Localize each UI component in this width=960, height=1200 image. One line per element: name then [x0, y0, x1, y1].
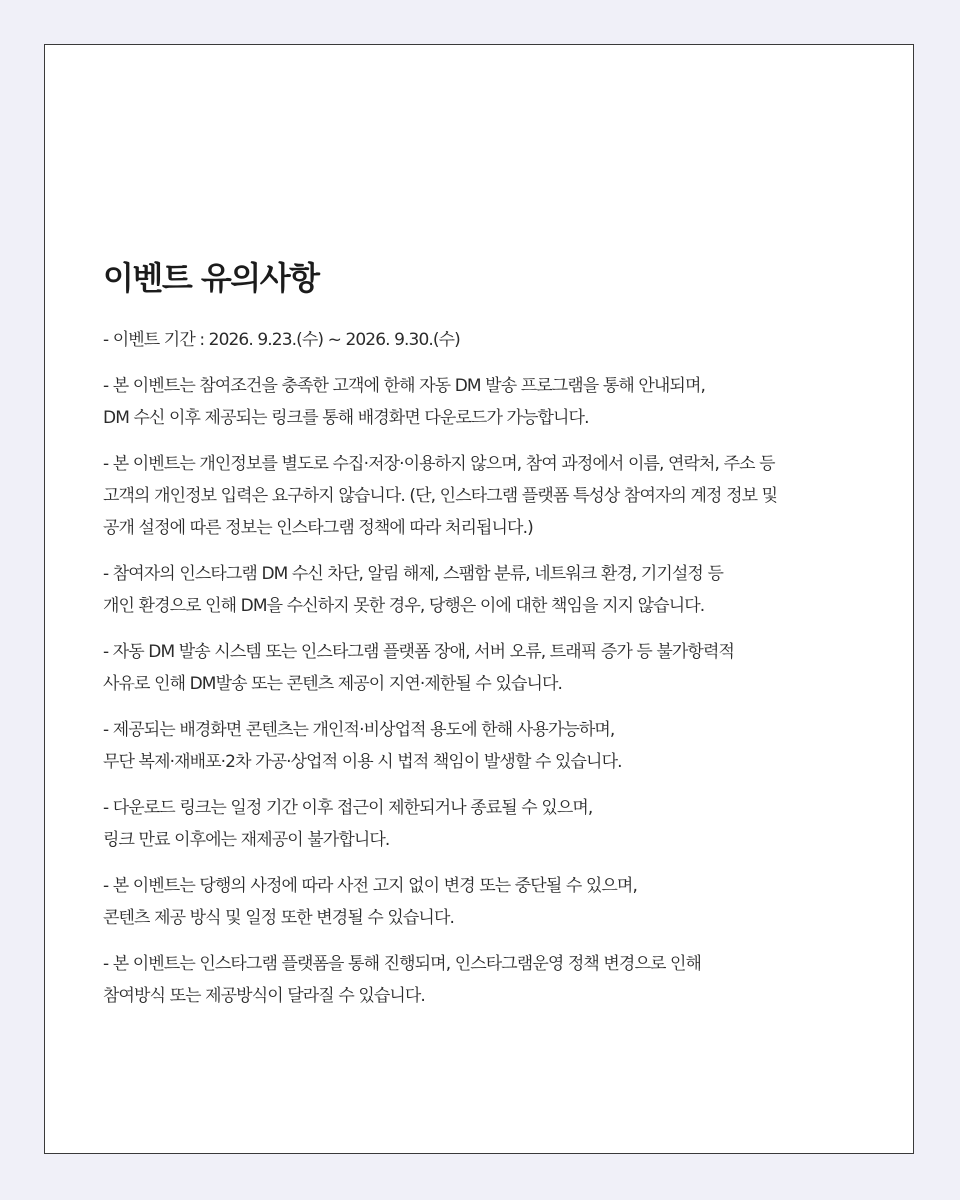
notice-item: [103, 558, 903, 622]
notice-list: [103, 324, 903, 1026]
page-title: 이벤트 유의사항: [103, 259, 319, 297]
notice-item: [103, 714, 903, 778]
notice-line: - 이벤트 기간 : 2026. 9.23.(수) ~ 2026. 9.30.(수): [103, 330, 460, 350]
notice-line: - 본 이벤트는 개인정보를 별도로 수집·저장·이용하지 않으며, 참여 과정에서 이름, 연락처, 주소 등: [103, 454, 775, 474]
notice-line: 링크 만료 이후에는 재제공이 불가합니다.: [103, 830, 390, 850]
notice-line: 참여방식 또는 제공방식이 달라질 수 있습니다.: [103, 986, 425, 1006]
notice-line: 콘텐츠 제공 방식 및 일정 또한 변경될 수 있습니다.: [103, 908, 454, 928]
notice-line: - 참여자의 인스타그램 DM 수신 차단, 알림 해제, 스팸함 분류, 네트워크 환경, 기기설정 등: [103, 564, 723, 584]
notice-item: [103, 636, 903, 700]
notice-line: - 본 이벤트는 참여조건을 충족한 고객에 한해 자동 DM 발송 프로그램을 통해 안내되며,: [103, 376, 705, 396]
notice-line: - 다운로드 링크는 일정 기간 이후 접근이 제한되거나 종료될 수 있으며,: [103, 798, 593, 818]
notice-line: 개인 환경으로 인해 DM을 수신하지 못한 경우, 당행은 이에 대한 책임을 지지 않습니다.: [103, 596, 705, 616]
notice-line: - 본 이벤트는 인스타그램 플랫폼을 통해 진행되며, 인스타그램운영 정책 변경으로 인해: [103, 954, 702, 974]
notice-item: [103, 324, 903, 356]
notice-item: [103, 948, 903, 1012]
notice-item: [103, 792, 903, 856]
notice-line: 고객의 개인정보 입력은 요구하지 않습니다. (단, 인스타그램 플랫폼 특성상 참여자의 계정 정보 및: [103, 486, 778, 506]
notice-item: [103, 870, 903, 934]
notice-card: [44, 44, 914, 1154]
notice-line: DM 수신 이후 제공되는 링크를 통해 배경화면 다운로드가 가능합니다.: [103, 408, 589, 428]
notice-line: 무단 복제·재배포·2차 가공·상업적 이용 시 법적 책임이 발생할 수 있습니다.: [103, 752, 622, 772]
notice-line: - 본 이벤트는 당행의 사정에 따라 사전 고지 없이 변경 또는 중단될 수 있으며,: [103, 876, 637, 896]
notice-line: - 제공되는 배경화면 콘텐츠는 개인적·비상업적 용도에 한해 사용가능하며,: [103, 720, 615, 740]
notice-line: 사유로 인해 DM발송 또는 콘텐츠 제공이 지연·제한될 수 있습니다.: [103, 674, 563, 694]
notice-item: [103, 370, 903, 434]
notice-item: [103, 448, 903, 544]
notice-line: 공개 설정에 따른 정보는 인스타그램 정책에 따라 처리됩니다.): [103, 518, 533, 538]
notice-line: - 자동 DM 발송 시스템 또는 인스타그램 플랫폼 장애, 서버 오류, 트래픽 증가 등 불가항력적: [103, 642, 735, 662]
